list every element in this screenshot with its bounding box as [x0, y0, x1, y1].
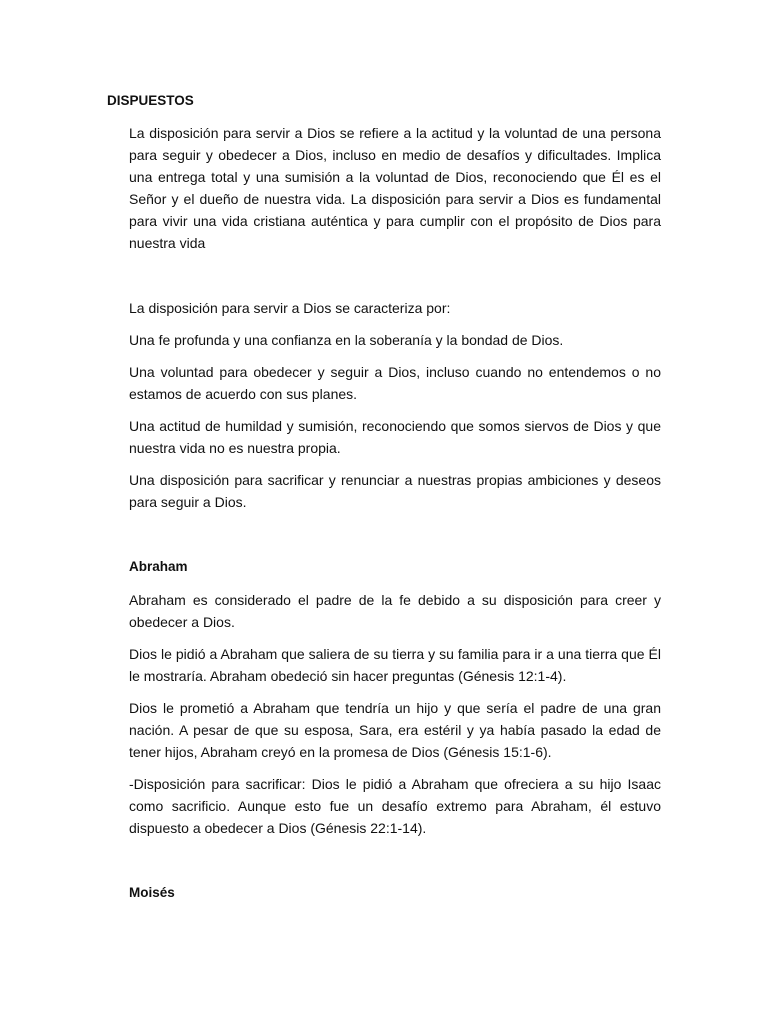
- abraham-paragraph: Abraham es considerado el padre de la fe debido a su disposición para creer y obedecer a Dios.: [129, 592, 661, 630]
- intro-paragraph: La disposición para servir a Dios se refiere a la actitud y la voluntad de una persona para seguir y obedecer a Dios, incluso en medio de desafíos y dificultades. Implica una entrega total y una sumisión a la voluntad de Dios, reconociendo que Él es el Señor y el dueño de nuestra vida. La disposición para servir a Dios es fundamental para vivir una vida cristiana auténtica y para cumplir con el propósito de Dios para nuestra vida: [129, 125, 661, 251]
- characteristic-item: Una fe profunda y una confianza en la soberanía y la bondad de Dios.: [129, 332, 564, 348]
- section-heading-abraham: Abraham: [129, 559, 188, 574]
- abraham-paragraph: Dios le pidió a Abraham que saliera de su tierra y su familia para ir a una tierra que Él le mostraría. Abraham obedeció sin hacer preguntas (Génesis 12:1-4).: [129, 646, 661, 684]
- section-heading-moises: Moisés: [129, 885, 175, 900]
- document-title: DISPUESTOS: [107, 93, 194, 108]
- abraham-paragraph: -Disposición para sacrificar: Dios le pidió a Abraham que ofreciera a su hijo Isaac como sacrificio. Aunque esto fue un desafío extremo para Abraham, él estuvo dispuesto a obedecer a Dios (Génesis 22:1-14).: [129, 776, 661, 836]
- characteristic-item: Una voluntad para obedecer y seguir a Dios, incluso cuando no entendemos o no estamos de acuerdo con sus planes.: [129, 364, 661, 402]
- characteristics-intro: La disposición para servir a Dios se caracteriza por:: [129, 300, 451, 316]
- characteristic-item: Una disposición para sacrificar y renunciar a nuestras propias ambiciones y deseos para seguir a Dios.: [129, 472, 661, 510]
- abraham-paragraph: Dios le prometió a Abraham que tendría un hijo y que sería el padre de una gran nación. A pesar de que su esposa, Sara, era estéril y ya había pasado la edad de tener hijos, Abraham creyó en la promesa de Dios (Génesis 15:1-6).: [129, 700, 661, 760]
- characteristic-item: Una actitud de humildad y sumisión, reconociendo que somos siervos de Dios y que nuestra vida no es nuestra propia.: [129, 418, 661, 456]
